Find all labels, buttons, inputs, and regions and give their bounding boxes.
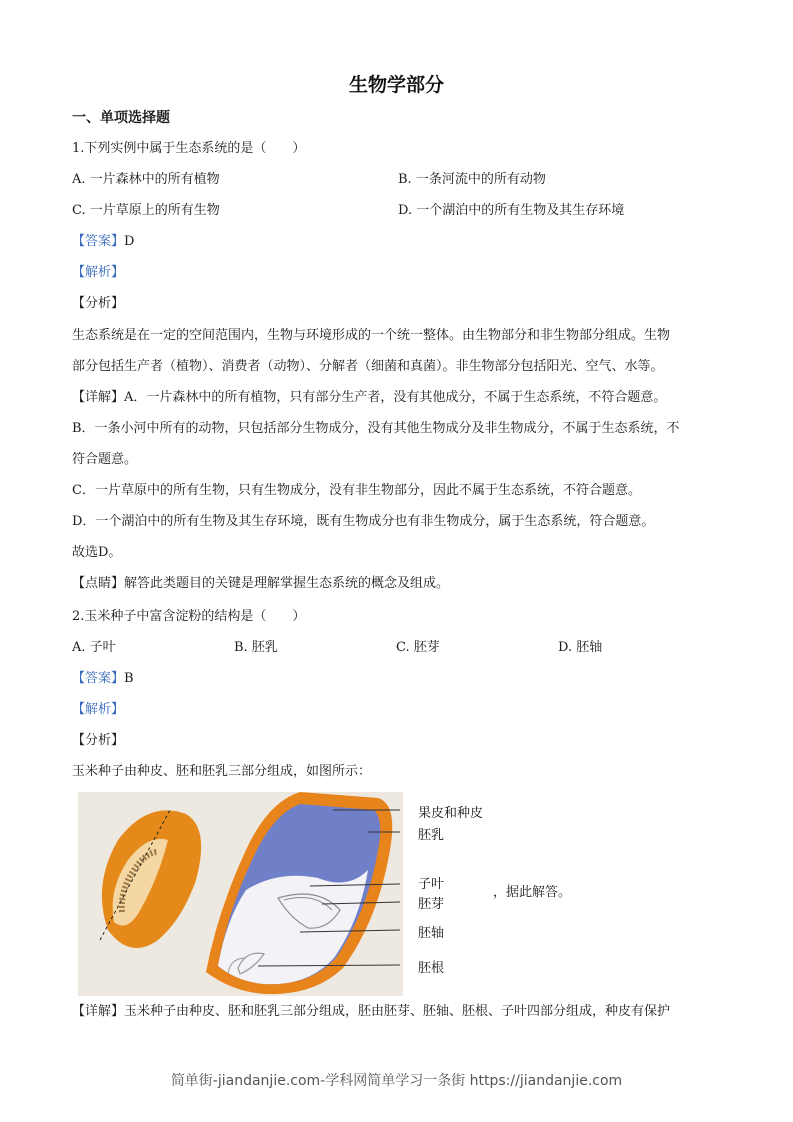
section-heading: 一、单项选择题 [72, 110, 170, 126]
q2-after-figure: ，据此解答。 [493, 885, 572, 900]
q2-stem: 2.玉米种子中富含淀粉的结构是（ ） [72, 609, 306, 624]
q2-analysis: 玉米种子由种皮、胚和胚乳三部分组成，如图所示： [72, 764, 372, 779]
q2-detail: 【详解】玉米种子由种皮、胚和胚乳三部分组成，胚由胚芽、胚轴、胚根、子叶四部分组成，种皮有保护 [72, 1004, 671, 1019]
answer-tag: 【答案】 [72, 671, 125, 686]
q1-option-c: C. 一片草原上的所有生物 [72, 203, 220, 218]
page-footer: 简单街-jiandanjie.com-学科网简单学习一条街 https://jiandanjie.com [170, 1073, 623, 1089]
label-plumule: 胚芽 [418, 897, 445, 912]
label-pericarp-seed-coat: 果皮和种皮 [418, 806, 484, 821]
detail-line: C．一片草原中的所有生物，只有生物成分，没有非生物部分，因此不属于生态系统，不符合题意。 [72, 483, 641, 498]
answer-tag: 【答案】 [72, 234, 125, 249]
q2-option-c: C. 胚芽 [396, 640, 440, 655]
comment-line: 【点睛】解答此类题目的关键是理解掌握生态系统的概念及组成。 [72, 576, 450, 591]
detail-line: 符合题意。 [72, 452, 138, 467]
detail-line: B．一条小河中所有的动物，只包括部分生物成分，没有其他生物成分及非生物成分，不属于生态系统，不 [72, 421, 680, 436]
q1-fenxi-tag: 【分析】 [72, 296, 125, 311]
q2-option-a: A. 子叶 [72, 640, 116, 655]
label-cotyledon: 子叶 [418, 877, 445, 892]
q1-stem: 1.下列实例中属于生态系统的是（ ） [72, 141, 306, 156]
q1-option-d: D. 一个湖泊中的所有生物及其生存环境 [398, 203, 625, 218]
detail-line: D．一个湖泊中的所有生物及其生存环境，既有生物成分也有非生物成分，属于生态系统，符合题意。 [72, 514, 655, 529]
corn-seed-diagram [78, 790, 403, 996]
q1-option-b: B. 一条河流中的所有动物 [398, 172, 546, 187]
page-title: 生物学部分 [348, 74, 444, 96]
analysis-line: 生态系统是在一定的空间范围内，生物与环境形成的一个统一整体。由生物部分和非生物部分组成。生物 [72, 328, 671, 343]
label-hypocotyl: 胚轴 [418, 926, 445, 941]
q1-answer [72, 233, 134, 251]
answer-value: D [124, 234, 135, 249]
q1-jiexi-tag: 【解析】 [72, 265, 125, 280]
q2-fenxi-tag: 【分析】 [72, 733, 125, 748]
detail-line: 【详解】A．一片森林中的所有植物，只有部分生产者，没有其他成分，不属于生态系统，不符合题意。 [72, 390, 667, 405]
q2-answer [72, 670, 134, 688]
q2-option-b: B. 胚乳 [234, 640, 278, 655]
q1-analysis [72, 320, 722, 599]
q2-option-d: D. 胚轴 [558, 640, 603, 655]
q1-option-a: A. 一片森林中的所有植物 [72, 172, 220, 187]
answer-value: B [124, 671, 134, 686]
detail-line: 故选D。 [72, 545, 122, 560]
label-endosperm: 胚乳 [418, 828, 445, 843]
q2-jiexi-tag: 【解析】 [72, 702, 125, 717]
label-radicle: 胚根 [418, 961, 445, 976]
analysis-line: 部分包括生产者（植物）、消费者（动物）、分解者（细菌和真菌）。非生物部分包括阳光、空气、水等。 [72, 359, 664, 374]
